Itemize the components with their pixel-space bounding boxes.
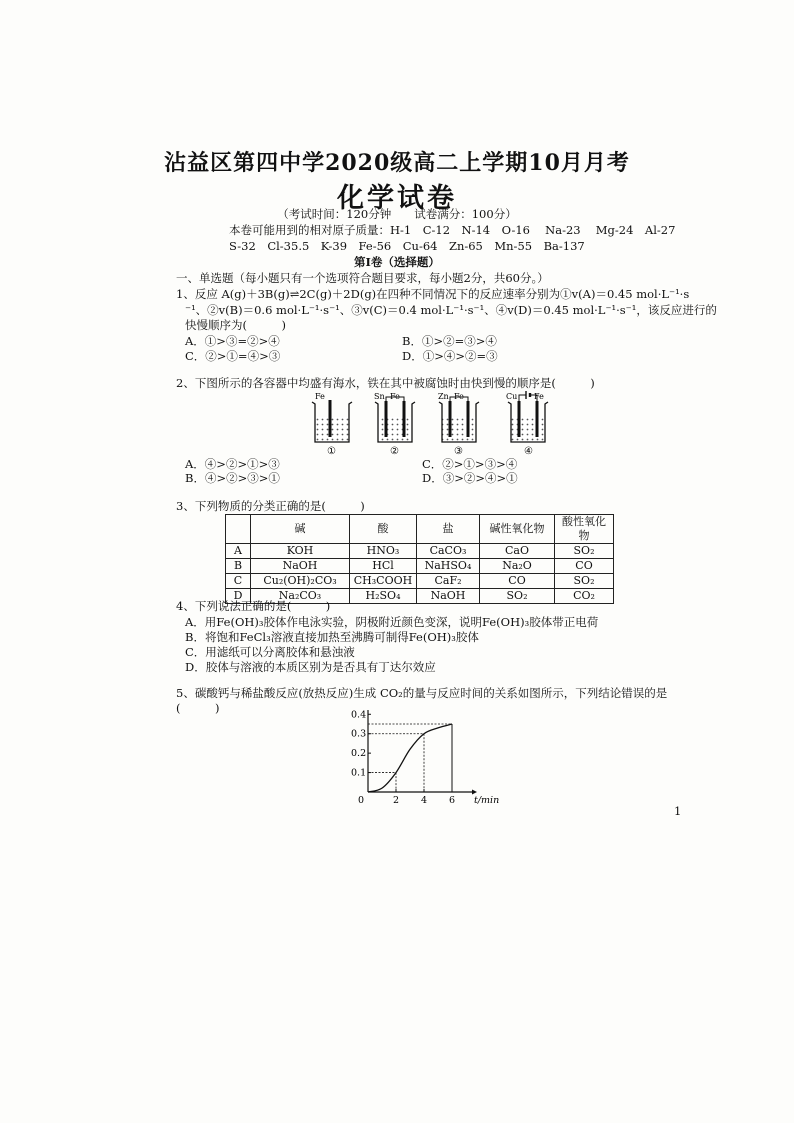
corrosion-beakers-figure bbox=[300, 387, 560, 457]
q4-stem: 4、下列说法正确的是( ) bbox=[176, 599, 331, 613]
x-tick-label: 2 bbox=[393, 795, 400, 805]
table-cell: KOH bbox=[251, 544, 350, 559]
table-cell: CO₂ bbox=[555, 589, 614, 604]
beaker-3 bbox=[438, 392, 479, 457]
page-number: 1 bbox=[674, 804, 682, 818]
x-axis-arrow-icon bbox=[472, 790, 477, 795]
table-header-cell: 酸 bbox=[350, 515, 417, 544]
y-tick-label: 0.3 bbox=[351, 728, 367, 740]
table-cell: NaHSO₄ bbox=[417, 559, 480, 574]
q5-stem-paren: ( ) bbox=[176, 701, 220, 715]
exam-title: 沾益区第四中学2020级高二上学期10月月考 bbox=[164, 150, 630, 176]
q2-option-b: B．④>②>③>① bbox=[185, 471, 280, 485]
y-tick-label: 0.1 bbox=[351, 767, 367, 779]
table-cell: CO bbox=[480, 574, 555, 589]
table-header-cell bbox=[226, 515, 251, 544]
table-cell: Na₂CO₃ bbox=[251, 589, 350, 604]
table-cell: A bbox=[226, 544, 251, 559]
table-row bbox=[226, 574, 614, 589]
q1-option-b: B．①>②=③>④ bbox=[402, 334, 497, 348]
q5-stem: 5、碳酸钙与稀盐酸反应(放热反应)生成 CO₂的量与反应时间的关系如图所示，下列结论错误的是 bbox=[176, 686, 668, 700]
table-cell: H₂SO₄ bbox=[350, 589, 417, 604]
beaker-2-number: ② bbox=[390, 446, 399, 457]
exam-subtitle: 化学试卷 bbox=[337, 183, 457, 214]
table-cell: SO₂ bbox=[480, 589, 555, 604]
table-cell: Cu₂(OH)₂CO₃ bbox=[251, 574, 350, 589]
beaker-4 bbox=[506, 391, 548, 457]
q2-option-d: D．③>②>④>① bbox=[422, 471, 518, 485]
table-header-cell: 酸性氧化物 bbox=[555, 515, 614, 544]
table-cell: NaOH bbox=[417, 589, 480, 604]
q4-option-d: D．胶体与溶液的本质区别为是否具有丁达尔效应 bbox=[185, 660, 436, 674]
volume-title: 第Ⅰ卷（选择题） bbox=[354, 255, 440, 269]
table-cell: HNO₃ bbox=[350, 544, 417, 559]
q1-option-a: A．①>③=②>④ bbox=[185, 334, 280, 348]
beaker-1-number: ① bbox=[327, 446, 336, 457]
series-line-co2 bbox=[368, 724, 452, 792]
beaker-1 bbox=[312, 392, 352, 457]
beaker-2 bbox=[374, 392, 415, 457]
table-cell: Na₂O bbox=[480, 559, 555, 574]
table-cell: SO₂ bbox=[555, 544, 614, 559]
table-header-cell: 盐 bbox=[417, 515, 480, 544]
table-cell: SO₂ bbox=[555, 574, 614, 589]
beaker-4-left-label: Cu bbox=[506, 392, 518, 401]
table-cell: NaOH bbox=[251, 559, 350, 574]
atomic-mass-line-2: S-32 Cl-35.5 K-39 Fe-56 Cu-64 Zn-65 Mn-55 Ba-137 bbox=[229, 239, 585, 253]
classification-table bbox=[225, 514, 614, 604]
q2-stem: 2、下图所示的各容器中均盛有海水，铁在其中被腐蚀时由快到慢的顺序是( ) bbox=[176, 376, 595, 390]
beaker-2-right-label: Fe bbox=[390, 392, 400, 401]
x-axis-label: t/min bbox=[474, 795, 500, 805]
table-cell: CH₃COOH bbox=[350, 574, 417, 589]
beaker-4-number: ④ bbox=[524, 446, 533, 457]
atomic-mass-line-1: 本卷可能用到的相对原子质量：H-1 C-12 N-14 O-16 Na-23 Mg-24 Al-27 bbox=[229, 223, 676, 237]
table-row bbox=[226, 559, 614, 574]
x-tick-label: 6 bbox=[449, 795, 456, 805]
q1-option-d: D．①>④>②=③ bbox=[402, 349, 498, 363]
beaker-4-right-label: Fe bbox=[534, 392, 544, 401]
table-cell: CO bbox=[555, 559, 614, 574]
y-tick-label: 0.4 bbox=[351, 710, 367, 721]
table-cell: CaO bbox=[480, 544, 555, 559]
section-title: 一、单选题（每小题只有一个选项符合题目要求，每小题2分，共60分。） bbox=[176, 271, 549, 285]
x-tick-label: 4 bbox=[421, 795, 428, 805]
table-cell: C bbox=[226, 574, 251, 589]
q1-line-1: 1、反应 A(g)＋3B(g)⇌2C(g)＋2D(g)在四种不同情况下的反应速率分别为①v(A)＝0.45 mol·L⁻¹·s bbox=[176, 287, 690, 301]
co2-time-chart bbox=[320, 710, 500, 805]
beaker-3-number: ③ bbox=[454, 446, 463, 457]
origin-label: 0 bbox=[358, 795, 365, 805]
q2-option-a: A．④>②>①>③ bbox=[185, 457, 280, 471]
q4-option-b: B．将饱和FeCl₃溶液直接加热至沸腾可制得Fe(OH)₃胶体 bbox=[185, 630, 479, 644]
table-cell: D bbox=[226, 589, 251, 604]
table-cell: CaCO₃ bbox=[417, 544, 480, 559]
q2-option-c: C．②>①>③>④ bbox=[422, 457, 518, 471]
beaker-3-right-label: Fe bbox=[454, 392, 464, 401]
y-tick-label: 0.2 bbox=[351, 748, 367, 760]
chart-guides bbox=[368, 724, 452, 792]
q1-line-3: 快慢顺序为( ) bbox=[185, 318, 286, 332]
q1-line-2: ⁻¹、②v(B)＝0.6 mol·L⁻¹·s⁻¹、③v(C)＝0.4 mol·L⁻¹·s⁻¹、④v(D)＝0.45 mol·L⁻¹·s⁻¹，该反应进行的 bbox=[185, 303, 717, 317]
exam-info: （考试时间：120分钟 试卷满分：100分） bbox=[277, 207, 517, 221]
table-header-cell: 碱 bbox=[251, 515, 350, 544]
table-row bbox=[226, 544, 614, 559]
q4-option-c: C．用滤纸可以分离胶体和悬浊液 bbox=[185, 645, 355, 659]
table-cell: B bbox=[226, 559, 251, 574]
beaker-2-left-label: Sn bbox=[374, 392, 385, 401]
beaker-3-left-label: Zn bbox=[438, 392, 449, 401]
q4-option-a: A．用Fe(OH)₃胶体作电泳实验，阴极附近颜色变深，说明Fe(OH)₃胶体带正电荷 bbox=[185, 615, 599, 629]
table-cell: HCl bbox=[350, 559, 417, 574]
beaker-1-left-label: Fe bbox=[315, 392, 325, 401]
table-header-row bbox=[226, 515, 614, 544]
table-cell: CaF₂ bbox=[417, 574, 480, 589]
q1-option-c: C．②>①=④>③ bbox=[185, 349, 281, 363]
table-header-cell: 碱性氧化物 bbox=[480, 515, 555, 544]
q3-stem: 3、下列物质的分类正确的是( ) bbox=[176, 499, 365, 513]
